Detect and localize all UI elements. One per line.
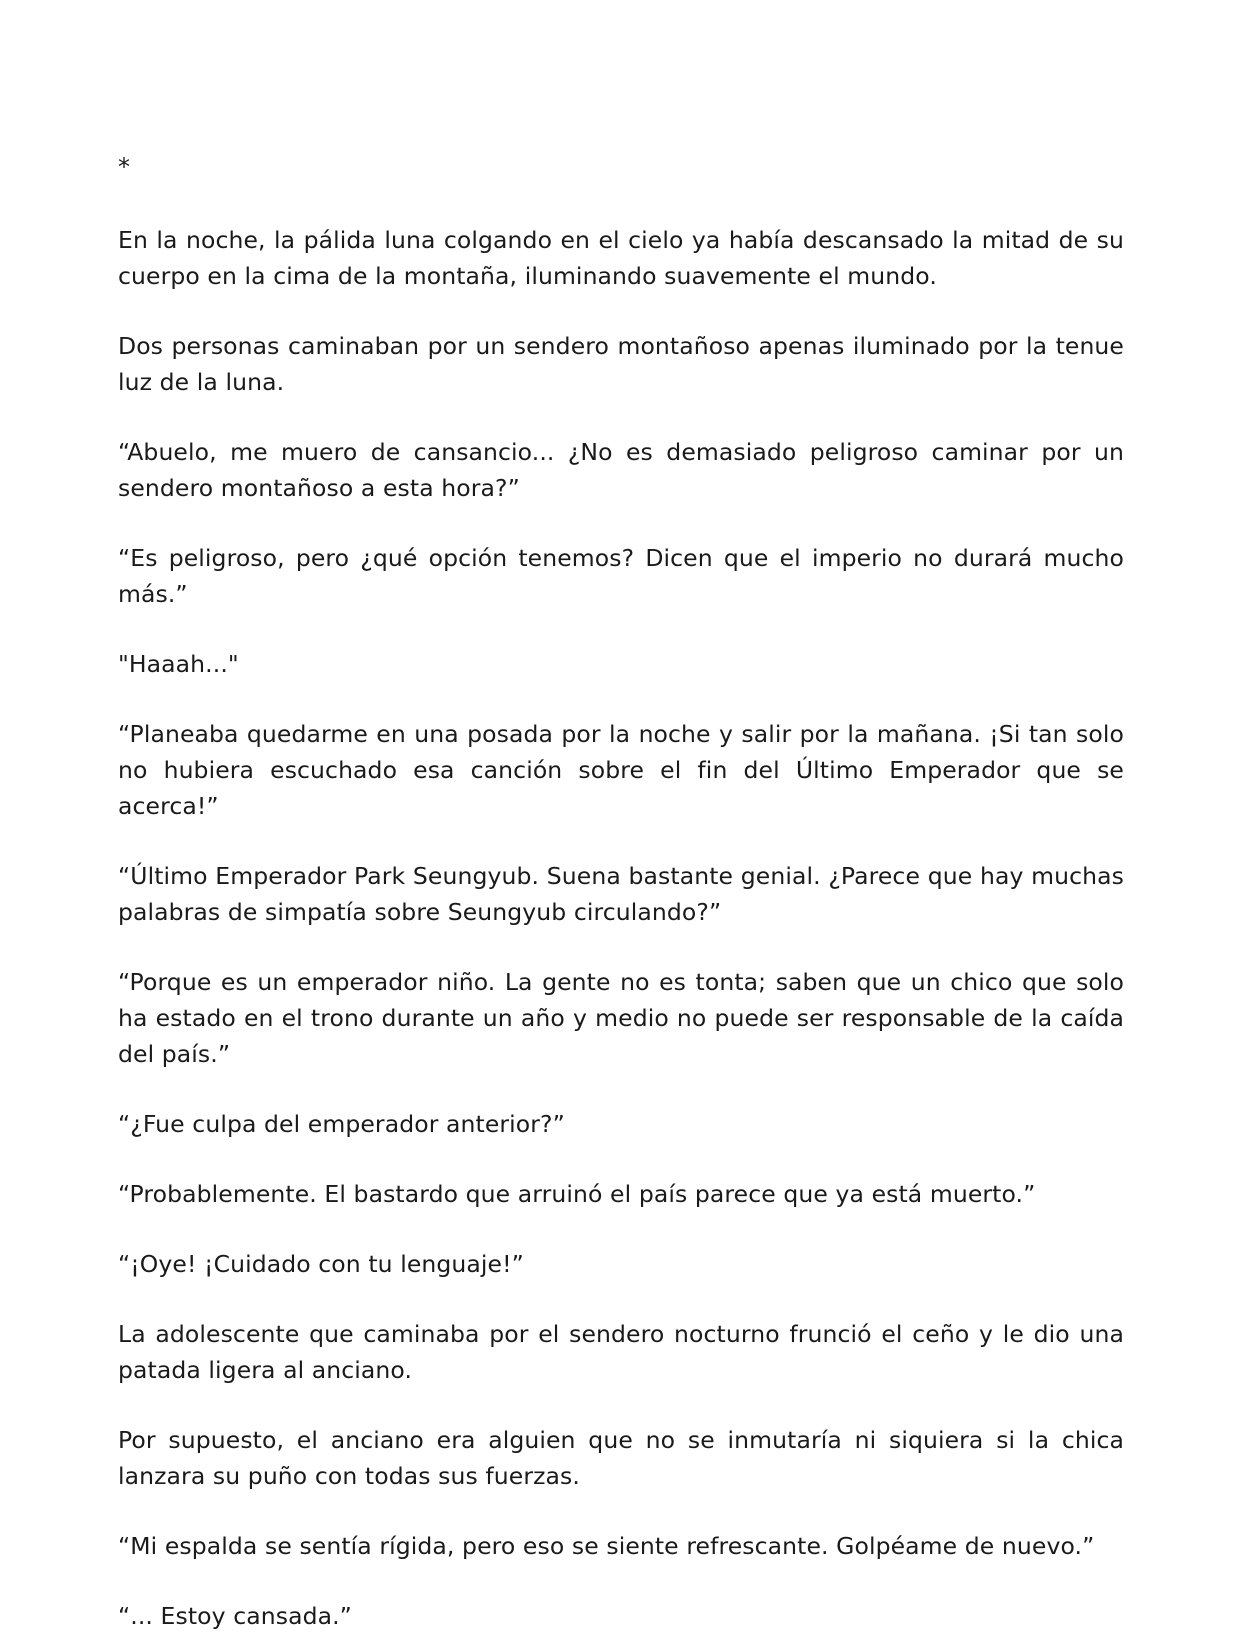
dialogue-paragraph: “Planeaba quedarme en una posada por la noche y salir por la mañana. ¡Si tan solo no hubiera escuchado esa canción sobre el fin del Último Emperador que se acerca!” <box>118 720 1124 820</box>
dialogue-paragraph: “Probablemente. El bastardo que arruinó el país parece que ya está muerto.” <box>118 1180 1036 1208</box>
document-body <box>118 150 1124 1634</box>
dialogue-paragraph: “Mi espalda se sentía rígida, pero eso se siente refrescante. Golpéame de nuevo.” <box>118 1532 1095 1560</box>
dialogue-paragraph: “Porque es un emperador niño. La gente no es tonta; saben que un chico que solo ha estado en el trono durante un año y medio no puede ser responsable de la caída del país.” <box>118 968 1124 1068</box>
dialogue-paragraph: “Abuelo, me muero de cansancio... ¿No es demasiado peligroso caminar por un sendero montañoso a esta hora?” <box>118 438 1124 502</box>
dialogue-paragraph: “Es peligroso, pero ¿qué opción tenemos? Dicen que el imperio no durará mucho más.” <box>118 544 1124 608</box>
dialogue-paragraph: “... Estoy cansada.” <box>118 1602 352 1630</box>
dialogue-paragraph: “¡Oye! ¡Cuidado con tu lenguaje!” <box>118 1250 524 1278</box>
section-separator: * <box>118 153 130 181</box>
dialogue-paragraph: “Último Emperador Park Seungyub. Suena bastante genial. ¿Parece que hay muchas palabras de simpatía sobre Seungyub circulando?” <box>118 862 1124 926</box>
dialogue-paragraph: “¿Fue culpa del emperador anterior?” <box>118 1110 565 1138</box>
paragraph: La adolescente que caminaba por el sendero nocturno frunció el ceño y le dio una patada ligera al anciano. <box>118 1320 1124 1384</box>
paragraph: Dos personas caminaban por un sendero montañoso apenas iluminado por la tenue luz de la luna. <box>118 332 1124 396</box>
paragraph: En la noche, la pálida luna colgando en el cielo ya había descansado la mitad de su cuerpo en la cima de la montaña, iluminando suavemente el mundo. <box>118 226 1124 290</box>
paragraph: Por supuesto, el anciano era alguien que no se inmutaría ni siquiera si la chica lanzara su puño con todas sus fuerzas. <box>118 1426 1124 1490</box>
dialogue-paragraph: "Haaah..." <box>118 650 239 678</box>
